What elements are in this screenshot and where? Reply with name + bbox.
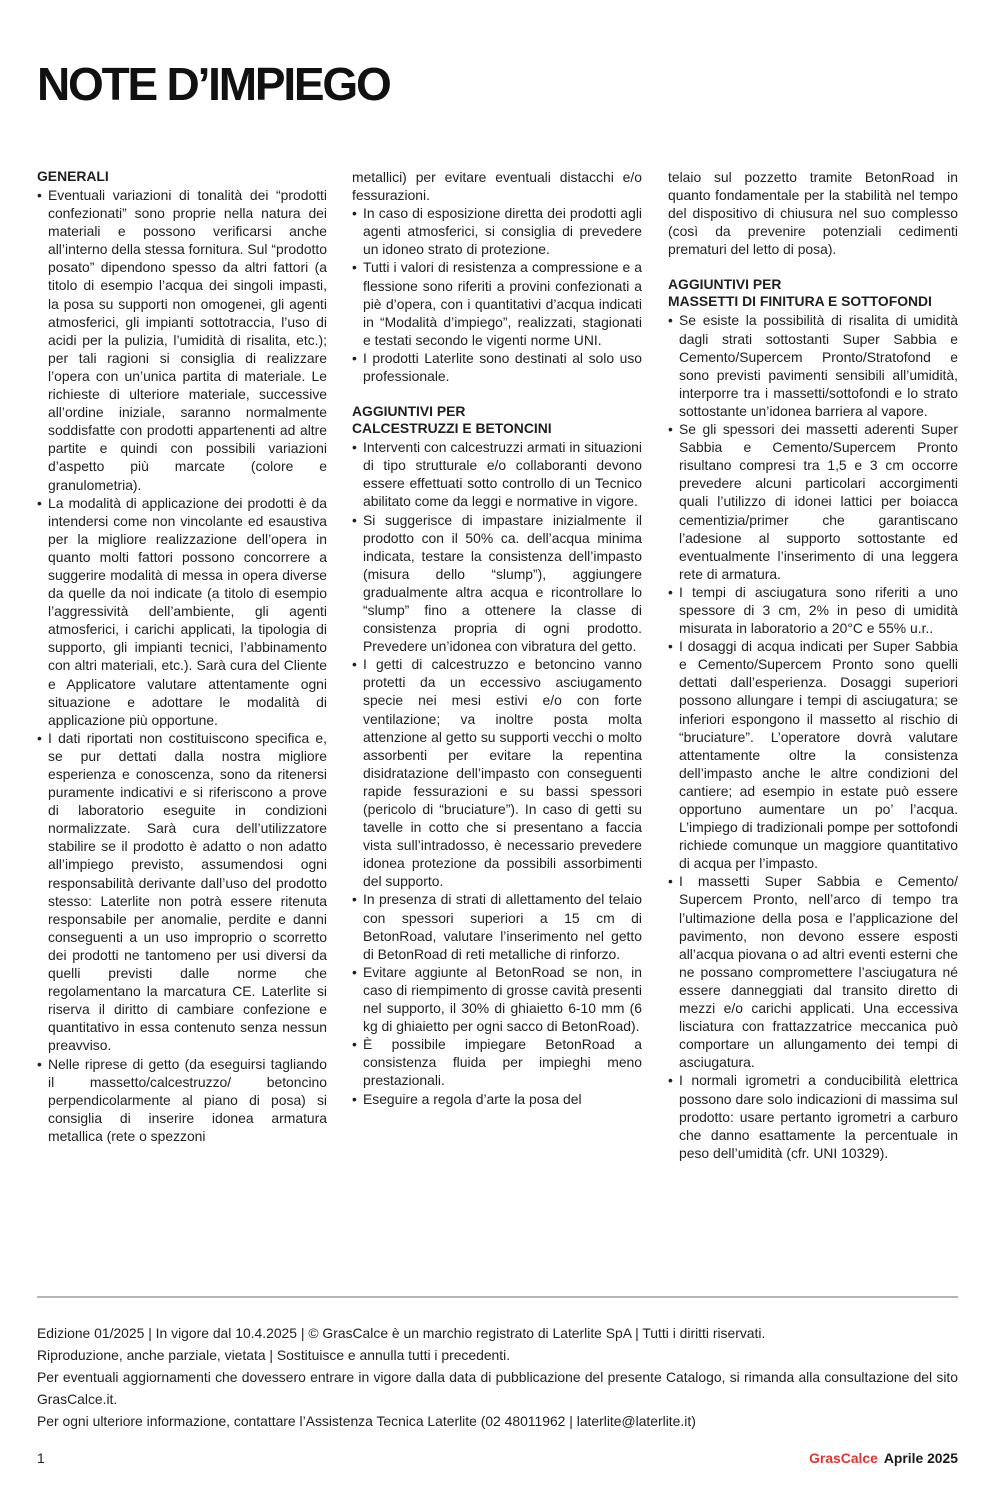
list-item: • I massetti Super Sabbia e Cemento/ Supercem Pronto, nell’arco di tempo tra l’ultimazione della posa e l’applicazione del pavimento, non devono essere esposti all’acqua piovana o ad altri eventi esterni che ne possano compromettere l’asciugatura né essere danneggiati dal transito diretto di mezzi e/o carichi applicati. Una eccessiva lisciatura con frattazzatrice meccanica può comportare un allungamento dei tempi di asciugatura. — [668, 872, 958, 1071]
column-1 — [37, 168, 327, 1145]
heading-line: AGGIUNTIVI PER — [352, 403, 466, 420]
calcestruzzi-list — [352, 438, 642, 1107]
column-3 — [668, 168, 958, 1162]
list-item: • Se esiste la possibilità di risalita di umidità dagli strati sottostanti Super Sabbia e Cemento/Supercem Pronto/Stratofond e sono previsti pavimenti sensibili all’umidità, interporre tra i massetti/sottofondi e lo strato sottostante un’idonea barriera al vapore. — [668, 311, 958, 420]
brand-name: GrasCalce — [809, 1450, 878, 1466]
heading-line: MASSETTI DI FINITURA E SOTTOFONDI — [668, 293, 932, 310]
footer-divider — [37, 1296, 958, 1298]
list-item: • Eventuali variazioni di tonalità dei “prodotti confezionati” sono proprie nella natura dei materiali e possono verificarsi anche all’interno della stessa fornitura. Sul “prodotto posato” dipendono spesso da altri fattori (a titolo di esempio l’acqua dei singoli impasti, la posa su supporti non omogenei, gli agenti atmosferici, gli impianti sottotraccia, l’uso di acidi per la pulizia, l’umidità di risalita, etc.); per tali ragioni si consiglia di realizzare l’opera con un’unica partita di materiale. Le richieste di ulteriore materiale, successive all’ordine iniziale, saranno normalmente soddisfatte con prodotti appartenenti ad altre partite e quindi con possibili variazioni d’aspetto più marcate (colore e granulometria). — [37, 186, 327, 494]
massetti-list — [668, 311, 958, 1161]
list-item: • I normali igrometri a conducibilità elettrica possono dare solo indicazioni di massima sul prodotto: usare pertanto igrometri a carburo che danno esattamente la percentuale in peso dell’umidità (cfr. UNI 10329). — [668, 1071, 958, 1161]
page-title: NOTE D’IMPIEGO — [37, 58, 390, 110]
heading-line: AGGIUNTIVI PER — [668, 276, 782, 293]
list-item: • Eseguire a regola d’arte la posa del — [352, 1090, 642, 1108]
list-item: • In presenza di strati di allettamento del telaio con spessori superiori a 15 cm di BetonRoad, valutare l’inserimento nel getto di BetonRoad di reti metalliche di rinforzo. — [352, 890, 642, 962]
column-2 — [352, 168, 642, 1108]
heading-line: CALCESTRUZZI E BETONCINI — [352, 420, 552, 437]
list-item: • I getti di calcestruzzo e betoncino vanno protetti da un eccessivo asciugamento specie nei mesi estivi e/o con forte ventilazione; va inoltre posta molta attenzione al getto su supporti vecchi o molto assorbenti per evitare la repentina disidratazione dell’impasto con conseguenti rapide fessurazioni e su bassi spessori (pericolo di “bruciature”). In caso di getti su tavelle in cotto che si presentano a faccia vista sull’intradosso, è necessario prevedere idonea protezione da possibili assorbimenti del supporto. — [352, 655, 642, 890]
list-item: • In caso di esposizione diretta dei prodotti agli agenti atmosferici, si consiglia di prevedere un idoneo strato di protezione. — [352, 204, 642, 258]
updates-line: Per eventuali aggiornamenti che dovessero entrare in vigore dalla data di pubblicazione del presente Catalogo, si rimanda alla consultazione del sito GrasCalce.it. — [37, 1369, 958, 1407]
list-item: • I tempi di asciugatura sono riferiti a uno spessore di 3 cm, 2% in peso di umidità misurata in laboratorio a 20°C e 55% u.r.. — [668, 583, 958, 637]
list-item: • I prodotti Laterlite sono destinati al solo uso professionale. — [352, 349, 642, 385]
list-item: • I dosaggi di acqua indicati per Super Sabbia e Cemento/Supercem Pronto sono quelli dettati dall’esperienza. Dosaggi superiori possono allungare i tempi di asciugatura; se inferiori espongono il massetto al rischio di “bruciature”. L’operatore dovrà valutare attentamente oltre la consistenza dell’impasto anche le altre condizioni del cantiere; ad esempio in estate può essere opportuno aumentare un po’ l’acqua. L’impiego di tradizionali pompe per sottofondi richiede comunque un maggiore quantitativo di acqua per l’impasto. — [668, 637, 958, 872]
generali-list — [37, 186, 327, 1145]
continuation-text: telaio sul pozzetto tramite BetonRoad in quanto fondamentale per la stabilità nel tempo del dispositivo di chiusura nel suo complesso (così da prevenire potenziali cedimenti prematuri del letto di posa). — [668, 169, 958, 258]
section-heading-massetti — [668, 276, 958, 310]
brand-date — [809, 1450, 958, 1466]
continuation-text: metallici) per evitare eventuali distacchi e/o fessurazioni. — [352, 169, 642, 204]
list-item: • I dati riportati non costituiscono specifica e, se pur dettati dalla nostra migliore esperienza e conoscenza, sono da ritenersi puramente indicativi e si riferiscono a prove di laboratorio eseguite in condizioni normalizzate. Sarà cura dell’utilizzatore stabilire se il prodotto è adatto o non adatto all’impiego previsto, assumendosi ogni responsabilità derivante dall’uso del prodotto stesso: Laterlite non potrà essere ritenuta responsabile per anomalie, perdite e danni conseguenti a un uso improprio o scorretto dei prodotti ne tantomeno per usi diversi da quelli previsti dalle norme che regolamentano la marcatura CE. Laterlite si riserva il diritto di cambiare confezione e quantitativo in essa contenuto senza nessun preavviso. — [37, 729, 327, 1055]
list-item: • Si suggerisce di impastare inizialmente il prodotto con il 50% ca. dell’acqua minima indicata, testare la consistenza dell’impasto (misura dello “slump”), aggiungere gradualmente altra acqua e ricontrollare lo “slump” fino a ottenere la classe di consistenza propria di ogni prodotto. Prevedere un’idonea con vibratura del getto. — [352, 511, 642, 656]
list-item: • È possibile impiegare BetonRoad a consistenza fluida per impieghi meno prestazionali. — [352, 1035, 642, 1089]
list-item: • Evitare aggiunte al BetonRoad se non, in caso di riempimento di grosse cavità presenti nel supporto, il 30% di ghiaietto 6-10 mm (6 kg di ghiaietto per ogni sacco di BetonRoad). — [352, 963, 642, 1035]
section-heading-calcestruzzi — [352, 403, 642, 437]
list-item: • La modalità di applicazione dei prodotti è da intendersi come non vincolante ed esaustiva per la migliore realizzazione dell’opera in quanto molti fattori possono concorrere a suggerire modalità di messa in opera diverse da quelle da noi indicate (a titolo di esempio l’aggressività dell’ambiente, gli agenti atmosferici, i carichi applicati, la tipologia di supporto, gli impianti tecnici, l’abbinamento con altri materiali, etc.). Sarà cura del Cliente e Applicatore valutare attentamente ogni situazione e adottare le modalità di applicazione più opportune. — [37, 494, 327, 729]
section-heading-generali: GENERALI — [37, 168, 109, 184]
list-item: • Interventi con calcestruzzi armati in situazioni di tipo strutturale e/o collaboranti devono essere effettuati sotto controllo di un Tecnico abilitato come da leggi e normative in vigore. — [352, 438, 642, 510]
reproduction-line: Riproduzione, anche parziale, vietata | Sostituisce e annulla tutti i precedenti. — [37, 1347, 511, 1363]
page-number: 1 — [37, 1450, 45, 1466]
contact-line: Per ogni ulteriore informazione, contattare l’Assistenza Tecnica Laterlite (02 48011962 | laterlite@laterlite.it) — [37, 1413, 696, 1429]
edition-line: Edizione 01/2025 | In vigore dal 10.4.2025 | © GrasCalce è un marchio registrato di Laterlite SpA | Tutti i diritti riservati. — [37, 1325, 766, 1341]
list-item: • Nelle riprese di getto (da eseguirsi tagliando il massetto/calcestruzzo/ betoncino perpendicolarmente al piano di posa) si consiglia di inserire idonea armatura metallica (rete o spezzoni — [37, 1055, 327, 1145]
list-item: • Tutti i valori di resistenza a compressione e a flessione sono riferiti a provini confezionati a piè d’opera, con i quantitativi d’acqua indicati in “Modalità d’impiego”, realizzati, stagionati e testati secondo le vigenti norme UNI. — [352, 258, 642, 348]
generali-list-continued — [352, 204, 642, 385]
footer-notes — [37, 1322, 958, 1432]
edition-date: Aprile 2025 — [883, 1450, 958, 1466]
list-item: • Se gli spessori dei massetti aderenti Super Sabbia e Cemento/Supercem Pronto risultano compresi tra 1,5 e 3 cm occorre prevedere alcuni particolari accorgimenti quali l’utilizzo di idonei lattici per boiacca cementizia/primer che garantiscano l’adesione al supporto sottostante ed eventualmente l’inserimento di una leggera rete di armatura. — [668, 420, 958, 583]
